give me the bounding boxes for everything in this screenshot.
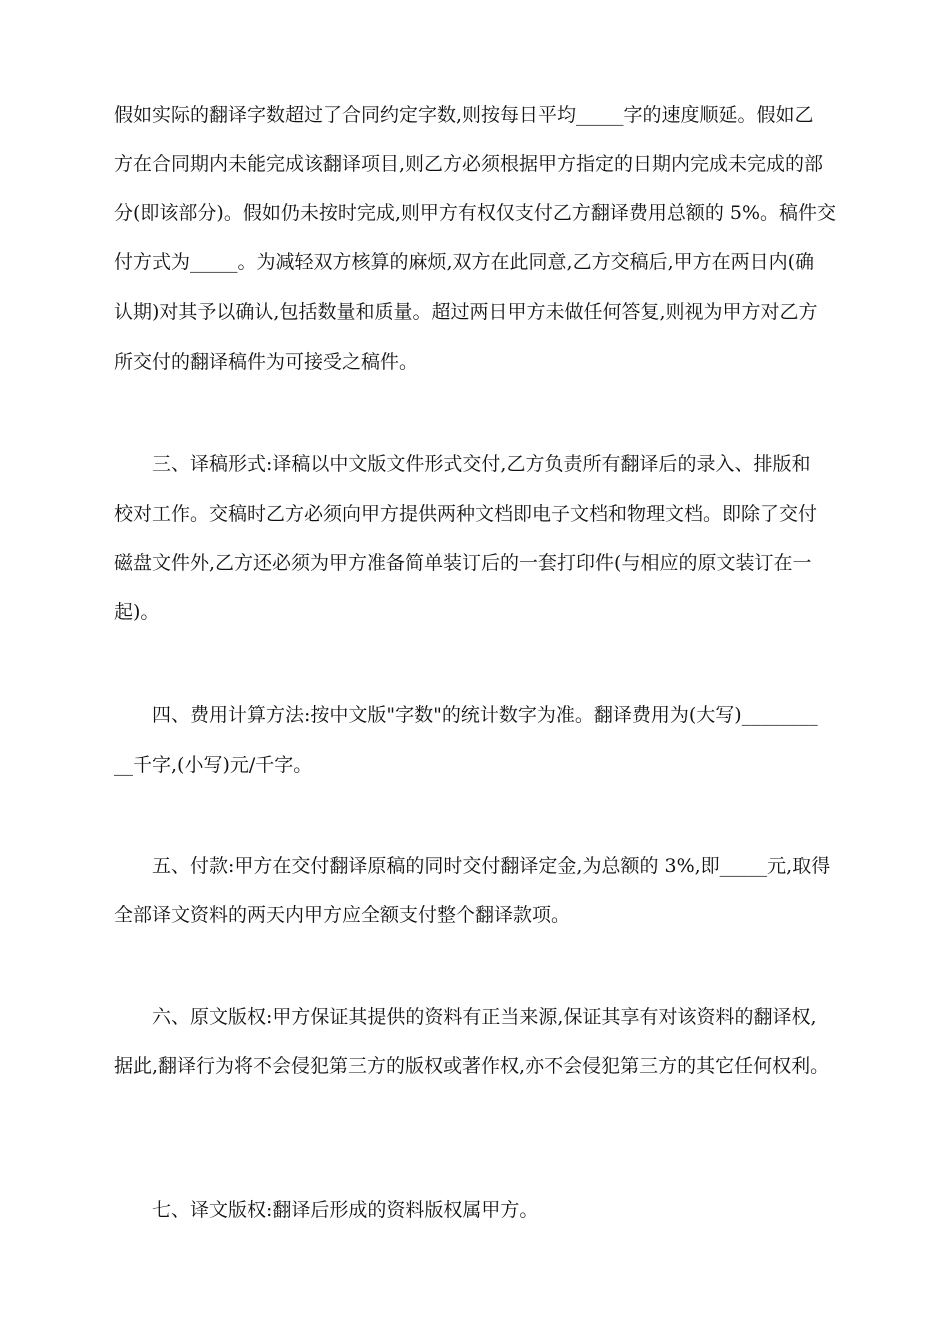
paragraph-line: 认期)对其予以确认,包括数量和质量。超过两日甲方未做任何答复,则视为甲方对乙方 [114, 301, 818, 323]
section-7-line: 七、译文版权:翻译后形成的资料版权属甲方。 [152, 1199, 539, 1221]
paragraph-line: 假如实际的翻译字数超过了合同约定字数,则按每日平均_____字的速度顺延。假如乙 [114, 104, 814, 126]
section-5-line: 全部译文资料的两天内甲方应全额支付整个翻译款项。 [114, 904, 571, 926]
section-3-line: 三、译稿形式:译稿以中文版文件形式交付,乙方负责所有翻译后的录入、排版和 [152, 453, 811, 475]
section-5-line: 五、付款:甲方在交付翻译原稿的同时交付翻译定金,为总额的 3%,即_____元,取得 [152, 855, 831, 877]
paragraph-line: 所交付的翻译稿件为可接受之稿件。 [114, 351, 419, 373]
section-3-line: 校对工作。交稿时乙方必须向甲方提供两种文档即电子文档和物理文档。即除了交付 [114, 503, 818, 525]
section-6-line: 六、原文版权:甲方保证其提供的资料有正当来源,保证其享有对该资料的翻译权, [152, 1006, 817, 1028]
section-4-line: 四、费用计算方法:按中文版"字数"的统计数字为准。翻译费用为(大写)________ [152, 704, 818, 726]
paragraph-line: 分(即该部分)。假如仍未按时完成,则甲方有权仅支付乙方翻译费用总额的 5%。稿件交 [114, 202, 837, 224]
paragraph-line: 付方式为_____。为减轻双方核算的麻烦,双方在此同意,乙方交稿后,甲方在两日内(确 [114, 251, 815, 273]
paragraph-line: 方在合同期内未能完成该翻译项目,则乙方必须根据甲方指定的日期内完成未完成的部 [114, 153, 824, 175]
section-6-line: 据此,翻译行为将不会侵犯第三方的版权或著作权,亦不会侵犯第三方的其它任何权利。 [114, 1055, 830, 1077]
section-3-line: 磁盘文件外,乙方还必须为甲方准备简单装订后的一套打印件(与相应的原文装订在一 [114, 552, 812, 574]
section-4-line: __千字,(小写)元/千字。 [114, 754, 313, 776]
section-3-line: 起)。 [114, 601, 160, 623]
